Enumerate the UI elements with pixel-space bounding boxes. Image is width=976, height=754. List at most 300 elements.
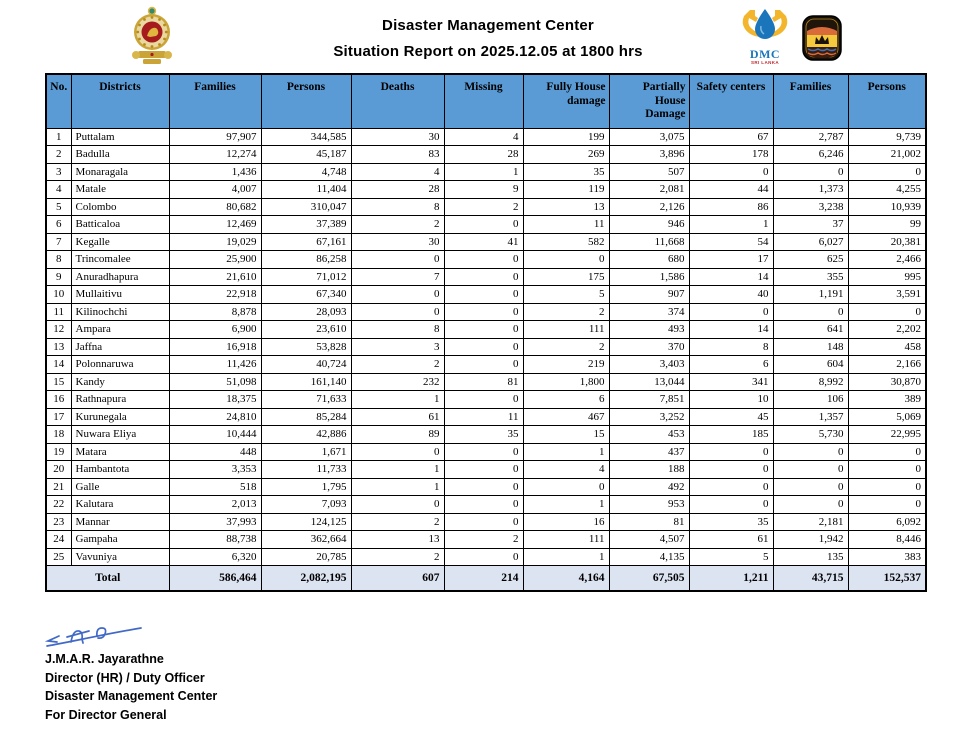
value-cell: 344,585 bbox=[261, 128, 351, 146]
value-cell: 492 bbox=[609, 478, 689, 496]
table-row bbox=[46, 426, 926, 444]
value-cell: 3 bbox=[351, 338, 444, 356]
dmc-logo bbox=[740, 8, 790, 65]
value-cell: 0 bbox=[523, 251, 609, 269]
table-row bbox=[46, 373, 926, 391]
value-cell: 0 bbox=[444, 443, 523, 461]
value-cell: 13 bbox=[46, 338, 71, 356]
table-row bbox=[46, 163, 926, 181]
value-cell: 2,787 bbox=[773, 128, 848, 146]
value-cell: 0 bbox=[773, 163, 848, 181]
value-cell: 3,353 bbox=[169, 461, 261, 479]
district-cell: Batticaloa bbox=[71, 216, 169, 234]
value-cell: 86,258 bbox=[261, 251, 351, 269]
value-cell: 1,671 bbox=[261, 443, 351, 461]
value-cell: 2 bbox=[523, 338, 609, 356]
value-cell: 37,389 bbox=[261, 216, 351, 234]
district-cell: Kurunegala bbox=[71, 408, 169, 426]
value-cell: 16,918 bbox=[169, 338, 261, 356]
value-cell: 42,886 bbox=[261, 426, 351, 444]
value-cell: 11 bbox=[46, 303, 71, 321]
value-cell: 20 bbox=[46, 461, 71, 479]
value-cell: 11,668 bbox=[609, 233, 689, 251]
value-cell: 1 bbox=[351, 391, 444, 409]
value-cell: 2,166 bbox=[848, 356, 926, 374]
signature-icon bbox=[45, 622, 145, 650]
value-cell: 0 bbox=[689, 443, 773, 461]
value-cell: 4,007 bbox=[169, 181, 261, 199]
value-cell: 106 bbox=[773, 391, 848, 409]
value-cell: 28,093 bbox=[261, 303, 351, 321]
table-row bbox=[46, 198, 926, 216]
value-cell: 374 bbox=[609, 303, 689, 321]
value-cell: 6,092 bbox=[848, 513, 926, 531]
value-cell: 1,800 bbox=[523, 373, 609, 391]
value-cell: 2,126 bbox=[609, 198, 689, 216]
value-cell: 2 bbox=[351, 216, 444, 234]
value-cell: 21 bbox=[46, 478, 71, 496]
value-cell: 135 bbox=[773, 548, 848, 566]
value-cell: 24 bbox=[46, 531, 71, 549]
value-cell: 362,664 bbox=[261, 531, 351, 549]
value-cell: 5 bbox=[523, 286, 609, 304]
value-cell: 0 bbox=[848, 443, 926, 461]
column-header: Families bbox=[169, 74, 261, 128]
value-cell: 604 bbox=[773, 356, 848, 374]
value-cell: 14 bbox=[689, 321, 773, 339]
value-cell: 5 bbox=[689, 548, 773, 566]
value-cell: 12 bbox=[46, 321, 71, 339]
value-cell: 0 bbox=[444, 338, 523, 356]
table-row bbox=[46, 303, 926, 321]
value-cell: 0 bbox=[351, 251, 444, 269]
value-cell: 1 bbox=[523, 443, 609, 461]
district-cell: Vavuniya bbox=[71, 548, 169, 566]
value-cell: 6,900 bbox=[169, 321, 261, 339]
value-cell: 6 bbox=[689, 356, 773, 374]
value-cell: 4 bbox=[523, 461, 609, 479]
value-cell: 2,181 bbox=[773, 513, 848, 531]
value-cell: 4 bbox=[46, 181, 71, 199]
report-title: Disaster Management Center bbox=[382, 17, 594, 34]
value-cell: 12,274 bbox=[169, 146, 261, 164]
district-cell: Gampaha bbox=[71, 531, 169, 549]
value-cell: 0 bbox=[848, 163, 926, 181]
value-cell: 25 bbox=[46, 548, 71, 566]
value-cell: 88,738 bbox=[169, 531, 261, 549]
table-row bbox=[46, 496, 926, 514]
district-cell: Kilinochchi bbox=[71, 303, 169, 321]
value-cell: 8 bbox=[689, 338, 773, 356]
value-cell: 83 bbox=[351, 146, 444, 164]
value-cell: 9 bbox=[444, 181, 523, 199]
value-cell: 8 bbox=[351, 198, 444, 216]
value-cell: 5,730 bbox=[773, 426, 848, 444]
table-row bbox=[46, 548, 926, 566]
dmc-label: DMC bbox=[749, 47, 781, 61]
value-cell: 37,993 bbox=[169, 513, 261, 531]
table-row bbox=[46, 443, 926, 461]
table-row bbox=[46, 146, 926, 164]
table-row bbox=[46, 128, 926, 146]
value-cell: 437 bbox=[609, 443, 689, 461]
value-cell: 1 bbox=[351, 461, 444, 479]
value-cell: 13 bbox=[523, 198, 609, 216]
report-subtitle: Situation Report on 2025.12.05 at 1800 hrs bbox=[333, 43, 643, 60]
value-cell: 1 bbox=[689, 216, 773, 234]
value-cell: 119 bbox=[523, 181, 609, 199]
value-cell: 199 bbox=[523, 128, 609, 146]
column-header: Districts bbox=[71, 74, 169, 128]
right-logos bbox=[740, 8, 842, 66]
value-cell: 2 bbox=[351, 513, 444, 531]
ministry-crest-logo bbox=[802, 15, 842, 66]
value-cell: 7,093 bbox=[261, 496, 351, 514]
value-cell: 341 bbox=[689, 373, 773, 391]
table-row bbox=[46, 391, 926, 409]
value-cell: 35 bbox=[689, 513, 773, 531]
table-row bbox=[46, 233, 926, 251]
value-cell: 5,069 bbox=[848, 408, 926, 426]
value-cell: 8 bbox=[351, 321, 444, 339]
value-cell: 5 bbox=[46, 198, 71, 216]
value-cell: 11 bbox=[444, 408, 523, 426]
value-cell: 185 bbox=[689, 426, 773, 444]
value-cell: 0 bbox=[444, 286, 523, 304]
value-cell: 8,878 bbox=[169, 303, 261, 321]
value-cell: 7,851 bbox=[609, 391, 689, 409]
dmc-sublabel: SRI LANKA bbox=[750, 60, 780, 65]
value-cell: 0 bbox=[444, 321, 523, 339]
value-cell: 4 bbox=[444, 128, 523, 146]
value-cell: 1,373 bbox=[773, 181, 848, 199]
dmc-drop-hands-icon bbox=[741, 8, 789, 44]
value-cell: 9,739 bbox=[848, 128, 926, 146]
value-cell: 0 bbox=[444, 461, 523, 479]
total-value-cell: 1,211 bbox=[689, 566, 773, 591]
value-cell: 3 bbox=[46, 163, 71, 181]
value-cell: 15 bbox=[523, 426, 609, 444]
total-value-cell: 586,464 bbox=[169, 566, 261, 591]
value-cell: 0 bbox=[773, 461, 848, 479]
table-row bbox=[46, 461, 926, 479]
column-header: Missing bbox=[444, 74, 523, 128]
value-cell: 111 bbox=[523, 531, 609, 549]
value-cell: 0 bbox=[848, 478, 926, 496]
value-cell: 99 bbox=[848, 216, 926, 234]
value-cell: 1,357 bbox=[773, 408, 848, 426]
value-cell: 1 bbox=[444, 163, 523, 181]
district-cell: Matara bbox=[71, 443, 169, 461]
value-cell: 10 bbox=[46, 286, 71, 304]
value-cell: 458 bbox=[848, 338, 926, 356]
value-cell: 389 bbox=[848, 391, 926, 409]
district-cell: Matale bbox=[71, 181, 169, 199]
value-cell: 0 bbox=[773, 443, 848, 461]
value-cell: 4 bbox=[351, 163, 444, 181]
value-cell: 310,047 bbox=[261, 198, 351, 216]
value-cell: 35 bbox=[523, 163, 609, 181]
column-header: Persons bbox=[261, 74, 351, 128]
value-cell: 370 bbox=[609, 338, 689, 356]
report-header bbox=[0, 0, 976, 73]
signatory-for: For Director General bbox=[45, 707, 167, 722]
value-cell: 6,246 bbox=[773, 146, 848, 164]
district-cell: Galle bbox=[71, 478, 169, 496]
district-cell: Mannar bbox=[71, 513, 169, 531]
value-cell: 0 bbox=[351, 496, 444, 514]
value-cell: 10,444 bbox=[169, 426, 261, 444]
value-cell: 2,081 bbox=[609, 181, 689, 199]
value-cell: 907 bbox=[609, 286, 689, 304]
value-cell: 2 bbox=[444, 198, 523, 216]
value-cell: 7 bbox=[351, 268, 444, 286]
value-cell: 0 bbox=[444, 548, 523, 566]
value-cell: 40 bbox=[689, 286, 773, 304]
value-cell: 13 bbox=[351, 531, 444, 549]
value-cell: 467 bbox=[523, 408, 609, 426]
value-cell: 7 bbox=[46, 233, 71, 251]
value-cell: 10,939 bbox=[848, 198, 926, 216]
value-cell: 0 bbox=[689, 303, 773, 321]
value-cell: 1,436 bbox=[169, 163, 261, 181]
value-cell: 188 bbox=[609, 461, 689, 479]
district-cell: Kandy bbox=[71, 373, 169, 391]
district-cell: Rathnapura bbox=[71, 391, 169, 409]
value-cell: 18 bbox=[46, 426, 71, 444]
value-cell: 12,469 bbox=[169, 216, 261, 234]
value-cell: 3,896 bbox=[609, 146, 689, 164]
value-cell: 0 bbox=[444, 513, 523, 531]
value-cell: 0 bbox=[444, 478, 523, 496]
table-row bbox=[46, 513, 926, 531]
table-row bbox=[46, 268, 926, 286]
value-cell: 24,810 bbox=[169, 408, 261, 426]
value-cell: 680 bbox=[609, 251, 689, 269]
value-cell: 53,828 bbox=[261, 338, 351, 356]
value-cell: 14 bbox=[46, 356, 71, 374]
table-row bbox=[46, 181, 926, 199]
column-header: Partially House Damage bbox=[609, 74, 689, 128]
column-header: No. bbox=[46, 74, 71, 128]
value-cell: 97,907 bbox=[169, 128, 261, 146]
value-cell: 355 bbox=[773, 268, 848, 286]
value-cell: 71,012 bbox=[261, 268, 351, 286]
value-cell: 61 bbox=[689, 531, 773, 549]
total-value-cell: 67,505 bbox=[609, 566, 689, 591]
value-cell: 23 bbox=[46, 513, 71, 531]
value-cell: 507 bbox=[609, 163, 689, 181]
value-cell: 19 bbox=[46, 443, 71, 461]
value-cell: 67 bbox=[689, 128, 773, 146]
value-cell: 0 bbox=[351, 443, 444, 461]
value-cell: 448 bbox=[169, 443, 261, 461]
district-cell: Badulla bbox=[71, 146, 169, 164]
total-value-cell: 607 bbox=[351, 566, 444, 591]
situation-report-table bbox=[45, 73, 927, 592]
value-cell: 22,918 bbox=[169, 286, 261, 304]
table-row bbox=[46, 216, 926, 234]
district-cell: Jaffna bbox=[71, 338, 169, 356]
value-cell: 641 bbox=[773, 321, 848, 339]
value-cell: 19,029 bbox=[169, 233, 261, 251]
value-cell: 383 bbox=[848, 548, 926, 566]
value-cell: 219 bbox=[523, 356, 609, 374]
value-cell: 67,340 bbox=[261, 286, 351, 304]
value-cell: 3,403 bbox=[609, 356, 689, 374]
value-cell: 1 bbox=[46, 128, 71, 146]
value-cell: 51,098 bbox=[169, 373, 261, 391]
value-cell: 20,381 bbox=[848, 233, 926, 251]
table-row bbox=[46, 251, 926, 269]
district-cell: Mullaitivu bbox=[71, 286, 169, 304]
value-cell: 71,633 bbox=[261, 391, 351, 409]
value-cell: 6 bbox=[46, 216, 71, 234]
total-value-cell: 152,537 bbox=[848, 566, 926, 591]
value-cell: 9 bbox=[46, 268, 71, 286]
value-cell: 17 bbox=[46, 408, 71, 426]
value-cell: 0 bbox=[689, 461, 773, 479]
value-cell: 0 bbox=[773, 478, 848, 496]
value-cell: 21,002 bbox=[848, 146, 926, 164]
value-cell: 80,682 bbox=[169, 198, 261, 216]
value-cell: 40,724 bbox=[261, 356, 351, 374]
column-header: Safety centers bbox=[689, 74, 773, 128]
table-row bbox=[46, 321, 926, 339]
district-cell: Polonnaruwa bbox=[71, 356, 169, 374]
value-cell: 20,785 bbox=[261, 548, 351, 566]
district-cell: Kegalle bbox=[71, 233, 169, 251]
district-cell: Ampara bbox=[71, 321, 169, 339]
value-cell: 3,238 bbox=[773, 198, 848, 216]
table-row bbox=[46, 338, 926, 356]
value-cell: 148 bbox=[773, 338, 848, 356]
value-cell: 3,591 bbox=[848, 286, 926, 304]
signatory-org: Disaster Management Center bbox=[45, 689, 218, 703]
value-cell: 3,252 bbox=[609, 408, 689, 426]
value-cell: 16 bbox=[46, 391, 71, 409]
value-cell: 15 bbox=[46, 373, 71, 391]
value-cell: 0 bbox=[444, 303, 523, 321]
total-value-cell: 214 bbox=[444, 566, 523, 591]
value-cell: 35 bbox=[444, 426, 523, 444]
value-cell: 2,202 bbox=[848, 321, 926, 339]
value-cell: 0 bbox=[689, 478, 773, 496]
value-cell: 178 bbox=[689, 146, 773, 164]
value-cell: 4,135 bbox=[609, 548, 689, 566]
value-cell: 1 bbox=[523, 548, 609, 566]
value-cell: 45 bbox=[689, 408, 773, 426]
value-cell: 124,125 bbox=[261, 513, 351, 531]
total-value-cell: 2,082,195 bbox=[261, 566, 351, 591]
value-cell: 89 bbox=[351, 426, 444, 444]
value-cell: 1,942 bbox=[773, 531, 848, 549]
value-cell: 6,320 bbox=[169, 548, 261, 566]
value-cell: 0 bbox=[848, 303, 926, 321]
value-cell: 8,446 bbox=[848, 531, 926, 549]
value-cell: 14 bbox=[689, 268, 773, 286]
value-cell: 8 bbox=[46, 251, 71, 269]
value-cell: 2 bbox=[351, 548, 444, 566]
value-cell: 30 bbox=[351, 128, 444, 146]
district-cell: Nuwara Eliya bbox=[71, 426, 169, 444]
value-cell: 11 bbox=[523, 216, 609, 234]
column-header: Persons bbox=[848, 74, 926, 128]
value-cell: 17 bbox=[689, 251, 773, 269]
value-cell: 10 bbox=[689, 391, 773, 409]
value-cell: 175 bbox=[523, 268, 609, 286]
value-cell: 30 bbox=[351, 233, 444, 251]
value-cell: 67,161 bbox=[261, 233, 351, 251]
value-cell: 0 bbox=[444, 251, 523, 269]
table-body bbox=[46, 128, 926, 566]
value-cell: 111 bbox=[523, 321, 609, 339]
table-row bbox=[46, 408, 926, 426]
total-value-cell: 43,715 bbox=[773, 566, 848, 591]
value-cell: 0 bbox=[351, 286, 444, 304]
value-cell: 4,507 bbox=[609, 531, 689, 549]
value-cell: 0 bbox=[351, 303, 444, 321]
table-row bbox=[46, 478, 926, 496]
total-label-cell: Total bbox=[46, 566, 169, 591]
value-cell: 946 bbox=[609, 216, 689, 234]
value-cell: 0 bbox=[689, 163, 773, 181]
value-cell: 0 bbox=[444, 216, 523, 234]
value-cell: 953 bbox=[609, 496, 689, 514]
value-cell: 23,610 bbox=[261, 321, 351, 339]
value-cell: 493 bbox=[609, 321, 689, 339]
signature-block bbox=[45, 622, 365, 724]
district-cell: Puttalam bbox=[71, 128, 169, 146]
value-cell: 0 bbox=[523, 478, 609, 496]
column-header: Fully House damage bbox=[523, 74, 609, 128]
value-cell: 161,140 bbox=[261, 373, 351, 391]
value-cell: 37 bbox=[773, 216, 848, 234]
table-header-row bbox=[46, 74, 926, 128]
value-cell: 4,255 bbox=[848, 181, 926, 199]
value-cell: 2,466 bbox=[848, 251, 926, 269]
ministry-crest-icon bbox=[802, 15, 842, 61]
value-cell: 1,586 bbox=[609, 268, 689, 286]
value-cell: 0 bbox=[773, 496, 848, 514]
value-cell: 0 bbox=[444, 496, 523, 514]
value-cell: 25,900 bbox=[169, 251, 261, 269]
value-cell: 22,995 bbox=[848, 426, 926, 444]
value-cell: 44 bbox=[689, 181, 773, 199]
value-cell: 0 bbox=[773, 303, 848, 321]
value-cell: 28 bbox=[351, 181, 444, 199]
value-cell: 41 bbox=[444, 233, 523, 251]
column-header: Families bbox=[773, 74, 848, 128]
value-cell: 0 bbox=[444, 268, 523, 286]
value-cell: 8,992 bbox=[773, 373, 848, 391]
district-cell: Colombo bbox=[71, 198, 169, 216]
value-cell: 11,733 bbox=[261, 461, 351, 479]
value-cell: 1,191 bbox=[773, 286, 848, 304]
district-cell: Kalutara bbox=[71, 496, 169, 514]
value-cell: 0 bbox=[444, 356, 523, 374]
value-cell: 0 bbox=[444, 391, 523, 409]
value-cell: 61 bbox=[351, 408, 444, 426]
value-cell: 16 bbox=[523, 513, 609, 531]
value-cell: 2 bbox=[351, 356, 444, 374]
value-cell: 0 bbox=[848, 461, 926, 479]
value-cell: 4,748 bbox=[261, 163, 351, 181]
value-cell: 81 bbox=[444, 373, 523, 391]
district-cell: Anuradhapura bbox=[71, 268, 169, 286]
value-cell: 28 bbox=[444, 146, 523, 164]
value-cell: 45,187 bbox=[261, 146, 351, 164]
